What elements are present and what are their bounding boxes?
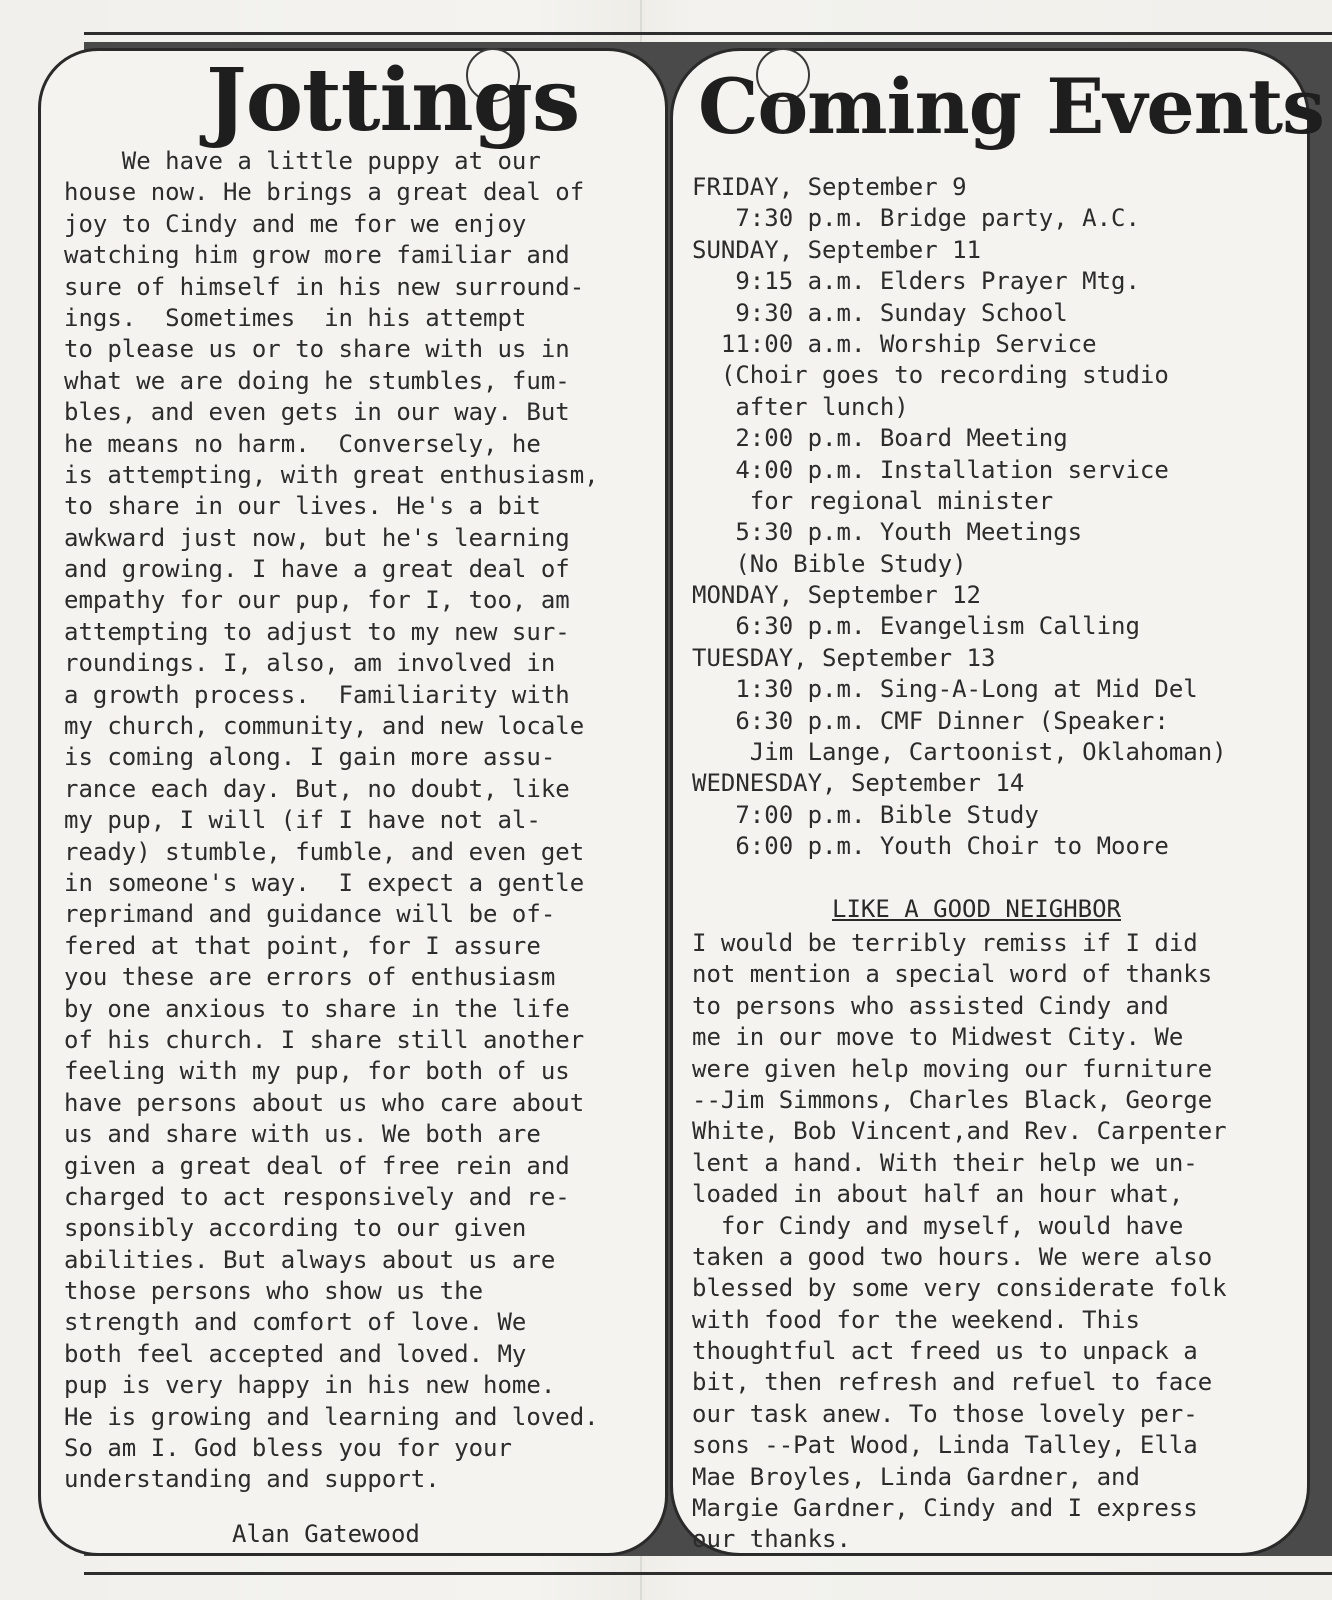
text-line: reprimand and guidance will be of- (64, 900, 556, 929)
events-schedule (692, 172, 1227, 863)
text-line: ready) stumble, fumble, and even get (64, 837, 585, 866)
text-line: So am I. God bless you for your (64, 1434, 512, 1463)
jottings-article (64, 146, 599, 1496)
text-line: He is growing and learning and loved. (64, 1402, 599, 1431)
text-line: taken a good two hours. We were also (692, 1242, 1213, 1271)
event-line: 6:30 p.m. Evangelism Calling (692, 612, 1140, 641)
text-line: house now. He brings a great deal of (64, 178, 585, 207)
event-line: WEDNESDAY, September 14 (692, 769, 1025, 798)
text-line: both feel accepted and loved. My (64, 1339, 527, 1368)
event-line: 9:30 a.m. Sunday School (692, 298, 1068, 327)
event-line: TUESDAY, September 13 (692, 643, 996, 672)
text-line: and growing. I have a great deal of (64, 555, 570, 584)
bottom-rule (84, 1572, 1332, 1575)
text-line: watching him grow more familiar and (64, 241, 570, 270)
event-line: FRIDAY, September 9 (692, 173, 967, 201)
event-line: 4:00 p.m. Installation service (692, 455, 1169, 484)
text-line: abilities. But always about us are (64, 1245, 556, 1274)
author-signature: Alan Gatewood (232, 1520, 420, 1548)
text-line: loaded in about half an hour what, (692, 1180, 1184, 1209)
event-line: Jim Lange, Cartoonist, Oklahoman) (692, 738, 1227, 767)
text-line: a growth process. Familiarity with (64, 680, 570, 709)
event-line: 1:30 p.m. Sing-A-Long at Mid Del (692, 675, 1198, 704)
text-line: to please us or to share with us in (64, 335, 570, 364)
text-line: you these are errors of enthusiasm (64, 963, 556, 992)
text-line: White, Bob Vincent,and Rev. Carpenter (692, 1117, 1227, 1146)
coming-events-title: Coming Events (698, 62, 1324, 151)
text-line: Margie Gardner, Cindy and I express (692, 1494, 1198, 1523)
event-line: (No Bible Study) (692, 549, 967, 578)
text-line: sons --Pat Wood, Linda Talley, Ella (692, 1431, 1198, 1460)
text-line: --Jim Simmons, Charles Black, George (692, 1085, 1213, 1114)
text-line: attempting to adjust to my new sur- (64, 617, 570, 646)
text-line: my church, community, and new locale (64, 712, 585, 741)
top-rule (84, 32, 1332, 35)
text-line: for Cindy and myself, would have (692, 1211, 1184, 1240)
event-line: SUNDAY, September 11 (692, 235, 981, 264)
text-line: feeling with my pup, for both of us (64, 1057, 570, 1086)
text-line: bles, and even gets in our way. But (64, 398, 570, 427)
text-line: to share in our lives. He's a bit (64, 492, 541, 521)
text-line: those persons who show us the (64, 1277, 484, 1306)
text-line: blessed by some very considerate folk (692, 1274, 1227, 1303)
text-line: empathy for our pup, for I, too, am (64, 586, 570, 615)
text-line: rance each day. But, no doubt, like (64, 774, 570, 803)
text-line: roundings. I, also, am involved in (64, 649, 556, 678)
event-line: (Choir goes to recording studio (692, 361, 1169, 390)
text-line: given a great deal of free rein and (64, 1151, 570, 1180)
text-line: of his church. I share still another (64, 1025, 585, 1054)
text-line: our task anew. To those lovely per- (692, 1399, 1198, 1428)
text-line: understanding and support. (64, 1465, 440, 1494)
text-line: pup is very happy in his new home. (64, 1371, 556, 1400)
text-line: bit, then refresh and refuel to face (692, 1368, 1213, 1397)
text-line: is attempting, with great enthusiasm, (64, 460, 599, 489)
text-line: fered at that point, for I assure (64, 931, 541, 960)
text-line: to persons who assisted Cindy and (692, 991, 1169, 1020)
event-line: 6:30 p.m. CMF Dinner (Speaker: (692, 706, 1169, 735)
event-line: 7:00 p.m. Bible Study (692, 800, 1039, 829)
text-line: with food for the weekend. This (692, 1305, 1140, 1334)
jottings-title: Jottings (206, 50, 580, 151)
text-line: what we are doing he stumbles, fum- (64, 366, 570, 395)
event-line: 9:15 a.m. Elders Prayer Mtg. (692, 267, 1140, 296)
event-line: for regional minister (692, 486, 1054, 515)
text-line: lent a hand. With their help we un- (692, 1148, 1198, 1177)
text-line: strength and comfort of love. We (64, 1308, 527, 1337)
text-line: thoughtful act freed us to unpack a (692, 1337, 1198, 1366)
event-line: 6:00 p.m. Youth Choir to Moore (692, 832, 1169, 861)
text-line: charged to act responsively and re- (64, 1182, 570, 1211)
text-line: by one anxious to share in the life (64, 994, 570, 1023)
text-line: have persons about us who care about (64, 1088, 585, 1117)
event-line: 5:30 p.m. Youth Meetings (692, 518, 1083, 547)
text-line: Mae Broyles, Linda Gardner, and (692, 1462, 1140, 1491)
text-line: were given help moving our furniture (692, 1054, 1213, 1083)
text-line: in someone's way. I expect a gentle (64, 868, 585, 897)
text-line: he means no harm. Conversely, he (64, 429, 541, 458)
text-line: ings. Sometimes in his attempt (64, 303, 527, 332)
neighbor-article (692, 928, 1227, 1556)
text-line: my pup, I will (if I have not al- (64, 806, 541, 835)
event-line: MONDAY, September 12 (692, 581, 981, 610)
event-line: 2:00 p.m. Board Meeting (692, 424, 1068, 453)
text-line: not mention a special word of thanks (692, 960, 1213, 989)
text-line: sponsibly according to our given (64, 1214, 527, 1243)
event-line: 7:30 p.m. Bridge party, A.C. (692, 204, 1140, 233)
text-line: I would be terribly remiss if I did (692, 929, 1198, 957)
text-line: joy to Cindy and me for we enjoy (64, 209, 527, 238)
event-line: after lunch) (692, 392, 909, 421)
text-line: We have a little puppy at our (64, 147, 541, 175)
text-line: our thanks. (692, 1525, 851, 1554)
text-line: us and share with us. We both are (64, 1120, 541, 1149)
text-line: awkward just now, but he's learning (64, 523, 570, 552)
text-line: sure of himself in his new surround- (64, 272, 585, 301)
neighbor-heading: LIKE A GOOD NEIGHBOR (832, 895, 1121, 923)
text-line: is coming along. I gain more assu- (64, 743, 556, 772)
text-line: me in our move to Midwest City. We (692, 1023, 1184, 1052)
event-line: 11:00 a.m. Worship Service (692, 329, 1097, 358)
